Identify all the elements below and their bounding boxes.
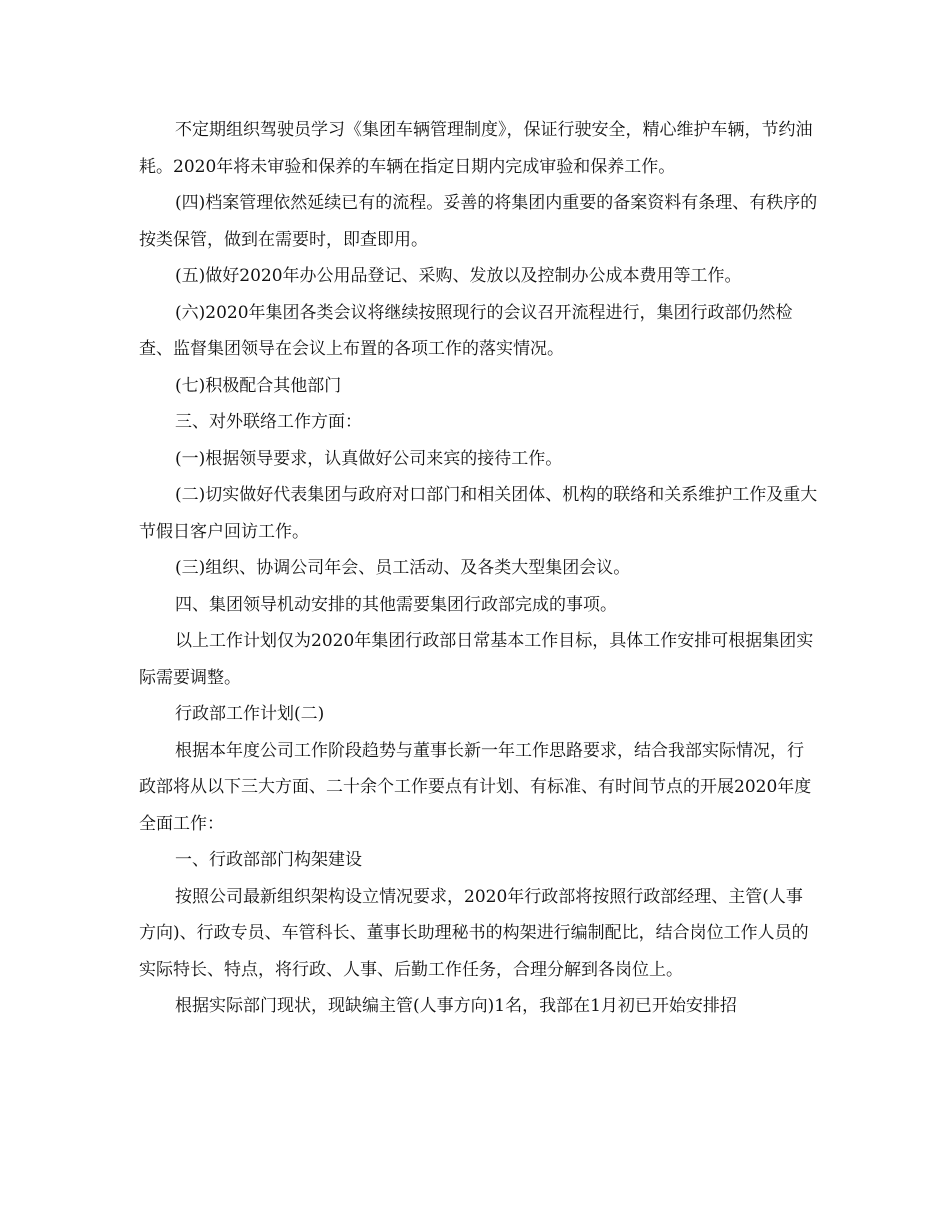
paragraph-government-liaison: (二)切实做好代表集团与政府对口部门和相关团体、机构的联络和关系维护工作及重大节假日客户回访工作。 — [139, 485, 818, 542]
paragraph-staffing-status: 根据实际部门现状，现缺编主管(人事方向)1名，我部在1月初已开始安排招 — [175, 996, 737, 1016]
paragraph-cooperate-departments: (七)积极配合其他部门 — [175, 375, 342, 396]
paragraph-archive-management: (四)档案管理依然延续已有的流程。妥善的将集团内重要的备案资料有条理、有秩序的按类保管，做到在需要时，即查即用。 — [139, 193, 818, 250]
paragraph-plan-summary: 以上工作计划仅为2020年集团行政部日常基本工作目标，具体工作安排可根据集团实际需要调整。 — [139, 631, 814, 688]
paragraph-office-supplies: (五)做好2020年办公用品登记、采购、发放以及控制办公成本费用等工作。 — [175, 266, 742, 286]
heading-external-liaison: 三、对外联络工作方面： — [175, 412, 362, 432]
paragraph-structure-details: 按照公司最新组织架构设立情况要求，2020年行政部将按照行政部经理、主管(人事方向)、行政专员、车管科长、董事长助理秘书的构架进行编制配比，结合岗位工作人员的实际特长、特点，将行政、人事、后勤工作任务，合理分解到各岗位上。 — [139, 886, 809, 980]
paragraph-annual-events: (三)组织、协调公司年会、员工活动、及各类大型集团会议。 — [175, 558, 631, 578]
heading-other-matters: 四、集团领导机动安排的其他需要集团行政部完成的事项。 — [175, 594, 617, 615]
heading-work-plan-two: 行政部工作计划(二) — [175, 704, 325, 724]
heading-department-structure: 一、行政部部门构架建设 — [175, 850, 362, 870]
paragraph-vehicle-management: 不定期组织驾驶员学习《集团车辆管理制度》，保证行驶安全，精心维护车辆，节约油耗。2020年将未审验和保养的车辆在指定日期内完成审验和保养工作。 — [139, 120, 813, 177]
paragraph-plan-intro: 根据本年度公司工作阶段趋势与董事长新一年工作思路要求，结合我部实际情况，行政部将从以下三大方面、二十余个工作要点有计划、有标准、有时间节点的开展2020年度全面工作： — [139, 740, 812, 834]
paragraph-meetings: (六)2020年集团各类会议将继续按照现行的会议召开流程进行，集团行政部仍然检查、监督集团领导在会议上布置的各项工作的落实情况。 — [139, 302, 793, 359]
paragraph-reception: (一)根据领导要求，认真做好公司来宾的接待工作。 — [175, 448, 563, 469]
document-body — [139, 112, 819, 1025]
